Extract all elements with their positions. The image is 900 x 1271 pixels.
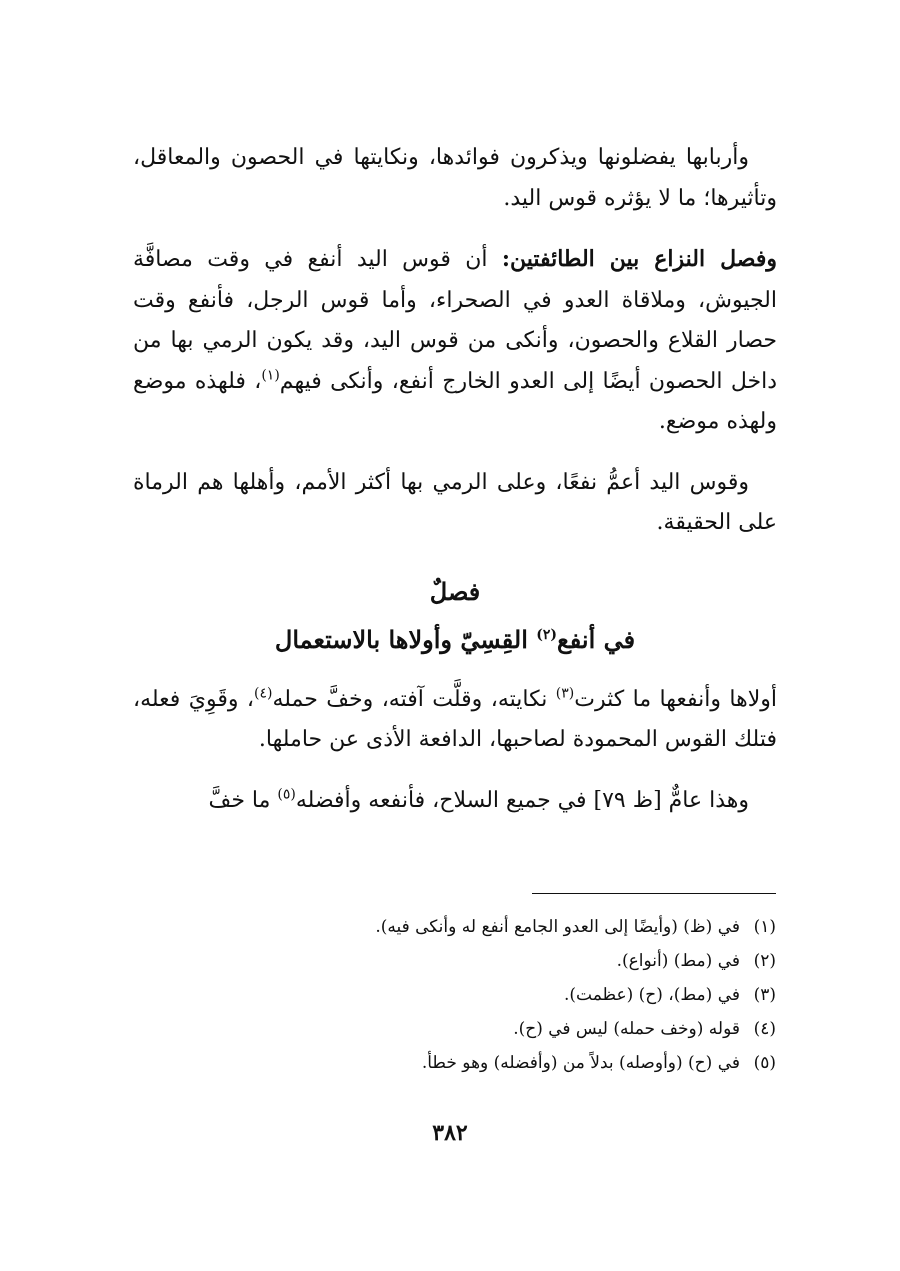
paragraph-2 [133, 239, 777, 443]
footnote-number: (٢) [753, 951, 776, 971]
footnote-separator [532, 893, 776, 894]
footnote-ref-3: (٣) [555, 685, 575, 702]
paragraph-2-lead: وفصل النزاع بين الطائفتين: [501, 246, 777, 272]
footnote-item [300, 978, 776, 1012]
footnote-ref-4: (٤) [253, 685, 273, 702]
footnote-ref-5: (٥) [277, 786, 296, 803]
paragraph-1-text: وأربابها يفضلونها ويذكرون فوائدها، ونكايتها في الحصون والمعاقل، وتأثيرها؛ ما لا يؤثره قوس اليد. [133, 145, 777, 211]
footnote-number: (١) [753, 917, 776, 937]
footnote-text: قوله (وخف حمله) ليس في (ح). [513, 1019, 740, 1039]
paragraph-1 [133, 138, 777, 219]
footnote-item [300, 944, 776, 978]
footnotes [300, 910, 776, 1080]
chapter-title-b: القِسِيّ وأولاها بالاستعمال [274, 624, 537, 654]
footnote-number: (٥) [753, 1053, 776, 1073]
footnote-number: (٣) [753, 985, 776, 1005]
paragraph-2-text-b: ، فلهذه موضع ولهذه موضع. [133, 368, 777, 434]
footnote-number: (٤) [753, 1019, 776, 1039]
footnote-ref-1: (١) [261, 367, 280, 384]
footnote-text: في (مط)، (ح) (عظمت). [563, 985, 740, 1005]
section-heading: فصلٌ [429, 576, 481, 606]
chapter-title-a: في أنفع [557, 624, 636, 654]
paragraph-3 [133, 463, 777, 544]
paragraph-5-text-a: وهذا عامٌّ [ظ ٧٩] في جميع السلاح، فأنفعه وأفضله [295, 787, 749, 813]
footnote-item [300, 910, 776, 944]
footnote-text: في (ظ) (وأيضًا إلى العدو الجامع أنفع له وأنكى فيه). [375, 917, 740, 937]
footnote-item [300, 1046, 776, 1080]
paragraph-4-text-a: أولاها وأنفعها ما كثرت [574, 686, 777, 712]
paragraph-2-text-a: أن قوس اليد أنفع في وقت مصافَّة الجيوش، وملاقاة العدو في الصحراء، وأما قوس الرجل، فأنفع وقت حصار القلاع والحصون، وأنكى من قوس اليد، وقد يكون الرمي بها من داخل الحصون أيضًا إلى العدو الخارج أنفع، وأنكى فيهم [133, 247, 777, 394]
footnote-item [300, 1012, 776, 1046]
paragraph-4-text-b: نكايته، وقلَّت آفته، وخفَّ حمله [272, 686, 556, 712]
paragraph-4 [133, 680, 777, 761]
paragraph-5 [133, 781, 777, 822]
page-number: ٣٨٢ [432, 1120, 468, 1146]
main-text [133, 138, 777, 841]
paragraph-4-text-c: ، وقَوِيَ فعله، فتلك القوس المحمودة لصاحبها، الدافعة الأذى عن حاملها. [133, 686, 777, 752]
footnote-ref-2: (٢) [536, 626, 558, 643]
paragraph-3-text: وقوس اليد أعمُّ نفعًا، وعلى الرمي بها أكثر الأمم، وأهلها هم الرماة على الحقيقة. [133, 469, 777, 535]
footnote-text: في (مط) (أنواع). [616, 951, 740, 971]
chapter-title [133, 618, 777, 662]
paragraph-5-text-b: ما خفَّ [208, 787, 278, 813]
footnote-text: في (ح) (وأوصله) بدلاً من (وأفضله) وهو خطأ. [421, 1053, 740, 1073]
